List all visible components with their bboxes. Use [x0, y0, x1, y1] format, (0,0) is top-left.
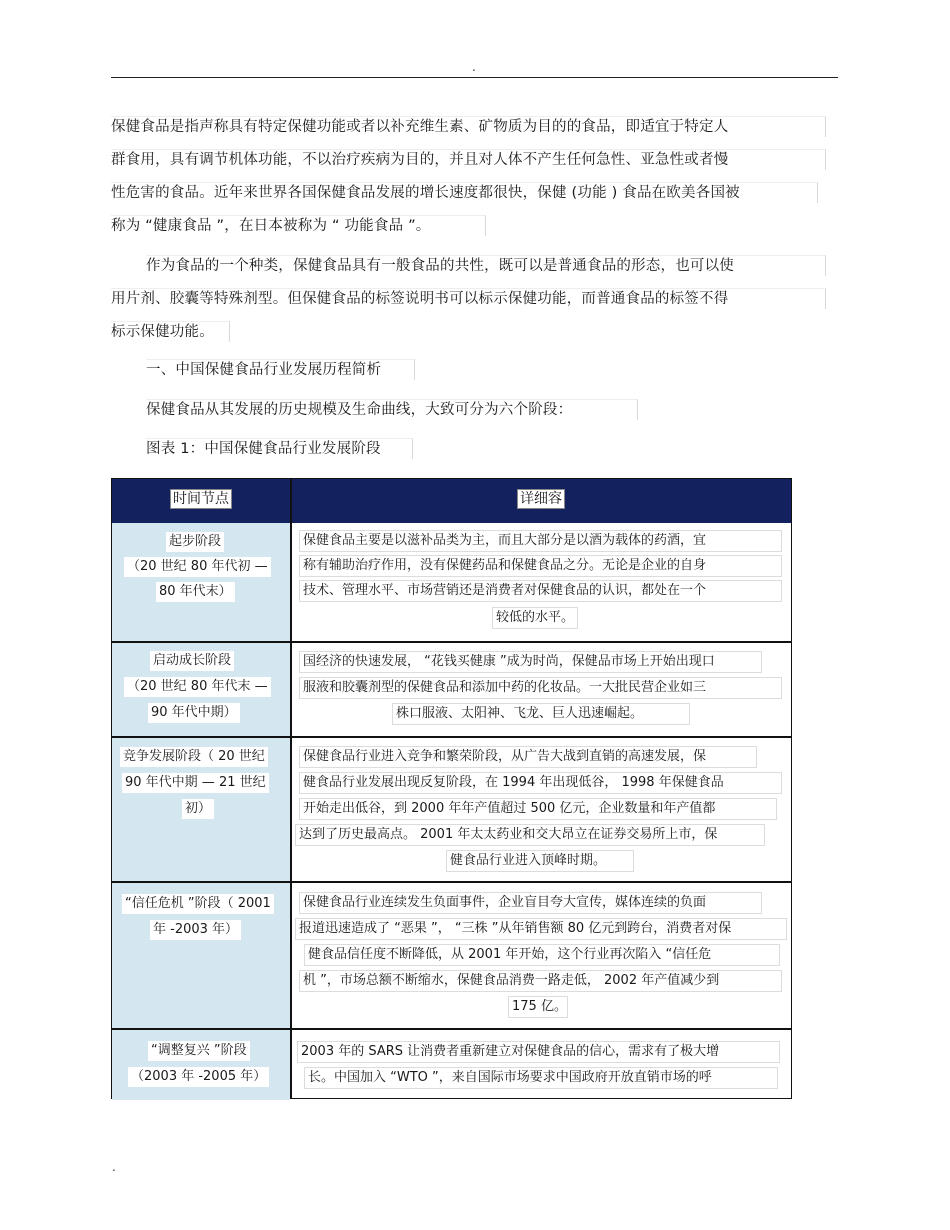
stages-table — [111, 478, 792, 1099]
header-rule — [111, 77, 838, 78]
intro-p2-line-1: 作为食品的一个种类，保健食品具有一般食品的共性，既可以是普通食品的形态，也可以使 — [146, 255, 826, 276]
stage-3-detail-line: 开始走出低谷，到 2000 年年产值超过 500 亿元，企业数量和年产值都 — [299, 798, 777, 820]
row-divider — [112, 641, 791, 643]
intro-p1-line-1: 保健食品是指声称具有特定保健功能或者以补充维生素、矿物质为目的的食品，即适宜于特定人 — [111, 116, 826, 137]
header-mark: . — [472, 60, 476, 74]
stage-2-detail-line: 株口服液、太阳神、飞龙、巨人迅速崛起。 — [392, 703, 690, 725]
stage-1-period: （20 世纪 80 年代初 — — [124, 557, 271, 577]
stage-3-period: 90 年代中期 — 21 世纪 — [122, 773, 269, 793]
stage-1-detail-line: 技术、管理水平、市场营销还是消费者对保健食品的认识，都处在一个 — [299, 580, 782, 602]
stage-4-detail-line: 机 ”，市场总额不断缩水，保健食品消费一路走低， 2002 年产值减少到 — [299, 970, 782, 992]
footer-mark: . — [112, 1160, 116, 1174]
intro-p1-line-2: 群食用，具有调节机体功能，不以治疗疾病为目的，并且对人体不产生任何急性、亚急性或者慢 — [111, 149, 826, 170]
stage-3-detail-line: 保健食品行业进入竞争和繁荣阶段，从广告大战到直销的高速发展，保 — [299, 746, 757, 768]
stage-2-detail-line: 服液和胶囊剂型的保健食品和添加中药的化妆品。一大批民营企业如三 — [299, 677, 782, 699]
header-detail: 详细容 — [517, 489, 565, 509]
stage-4-period: 年 -2003 年） — [150, 920, 241, 940]
stage-3-detail-line: 健食品行业进入顶峰时期。 — [446, 850, 634, 872]
row-divider — [112, 1028, 791, 1030]
row-divider — [112, 736, 791, 738]
stage-1-detail-line: 保健食品主要是以滋补品类为主，而且大部分是以酒为载体的药酒，宜 — [299, 530, 782, 552]
stage-2-period-end: 90 年代中期） — [148, 703, 240, 723]
intro-p1-line-3: 性危害的食品。近年来世界各国保健食品发展的增长速度都很快，保健 (功能 ) 食品在欧美各国被 — [111, 182, 818, 203]
stage-3-detail-line: 达到了历史最高点。 2001 年太太药业和交大昂立在证券交易所上市，保 — [295, 824, 765, 846]
row-divider — [112, 881, 791, 883]
stage-1-name: 起步阶段 — [166, 532, 224, 552]
section-heading: 一、中国保健食品行业发展历程简析 — [146, 359, 415, 380]
stage-3-detail-line: 健食品行业发展出现反复阶段，在 1994 年出现低谷， 1998 年保健食品 — [299, 772, 782, 794]
stage-3-name: 竞争发展阶段（ 20 世纪 — [120, 747, 268, 767]
header-time: 时间节点 — [170, 489, 232, 509]
stage-4-detail-line: 保健食品行业连续发生负面事件，企业盲目夸大宣传，媒体连续的负面 — [299, 892, 762, 914]
stage-5-detail-line: 长。中国加入 “WTO ”，来自国际市场要求中国政府开放直销市场的呼 — [304, 1067, 778, 1089]
column-divider — [290, 479, 292, 1098]
stage-1-detail-line: 较低的水平。 — [492, 607, 578, 629]
stage-5-detail-line: 2003 年的 SARS 让消费者重新建立对保健食品的信心，需求有了极大增 — [297, 1041, 780, 1063]
stage-3-period-end: 初） — [182, 799, 214, 819]
stage-1-detail-line: 称有辅助治疗作用，没有保健药品和保健食品之分。无论是企业的自身 — [299, 555, 782, 577]
intro-p3: 保健食品从其发展的历史规模及生命曲线，大致可分为六个阶段： — [146, 399, 638, 420]
stage-2-period: （20 世纪 80 年代末 — — [124, 677, 271, 697]
stage-4-detail-line: 健食品信任度不断降低，从 2001 年开始，这个行业再次陷入 “信任危 — [304, 944, 780, 966]
stage-4-detail-line: 报道迅速造成了 “恶果 ”， “三株 ”从年销售额 80 亿元到跨台，消费者对保 — [295, 918, 787, 940]
stage-2-name: 启动成长阶段 — [150, 651, 234, 671]
stage-2-detail-line: 国经济的快速发展， “花钱买健康 ”成为时尚，保健品市场上开始出现口 — [299, 651, 762, 673]
figure-caption: 图表 1：中国保健食品行业发展阶段 — [146, 438, 413, 459]
stage-5-name: “调整复兴 ”阶段 — [148, 1041, 250, 1061]
intro-p2-line-3: 标示保健功能。 — [111, 321, 230, 342]
stage-5-period: （2003 年 -2005 年） — [128, 1067, 269, 1087]
intro-p1-line-4: 称为 “健康食品 ”，在日本被称为 “ 功能食品 ”。 — [111, 215, 486, 236]
stage-1-period-end: 80 年代末） — [156, 582, 235, 602]
stage-4-name: “信任危机 ”阶段（ 2001 — [122, 894, 274, 914]
stage-4-detail-line: 175 亿。 — [508, 996, 568, 1018]
intro-p2-line-2: 用片剂、胶囊等特殊剂型。但保健食品的标签说明书可以标示保健功能，而普通食品的标签不得 — [111, 288, 826, 309]
